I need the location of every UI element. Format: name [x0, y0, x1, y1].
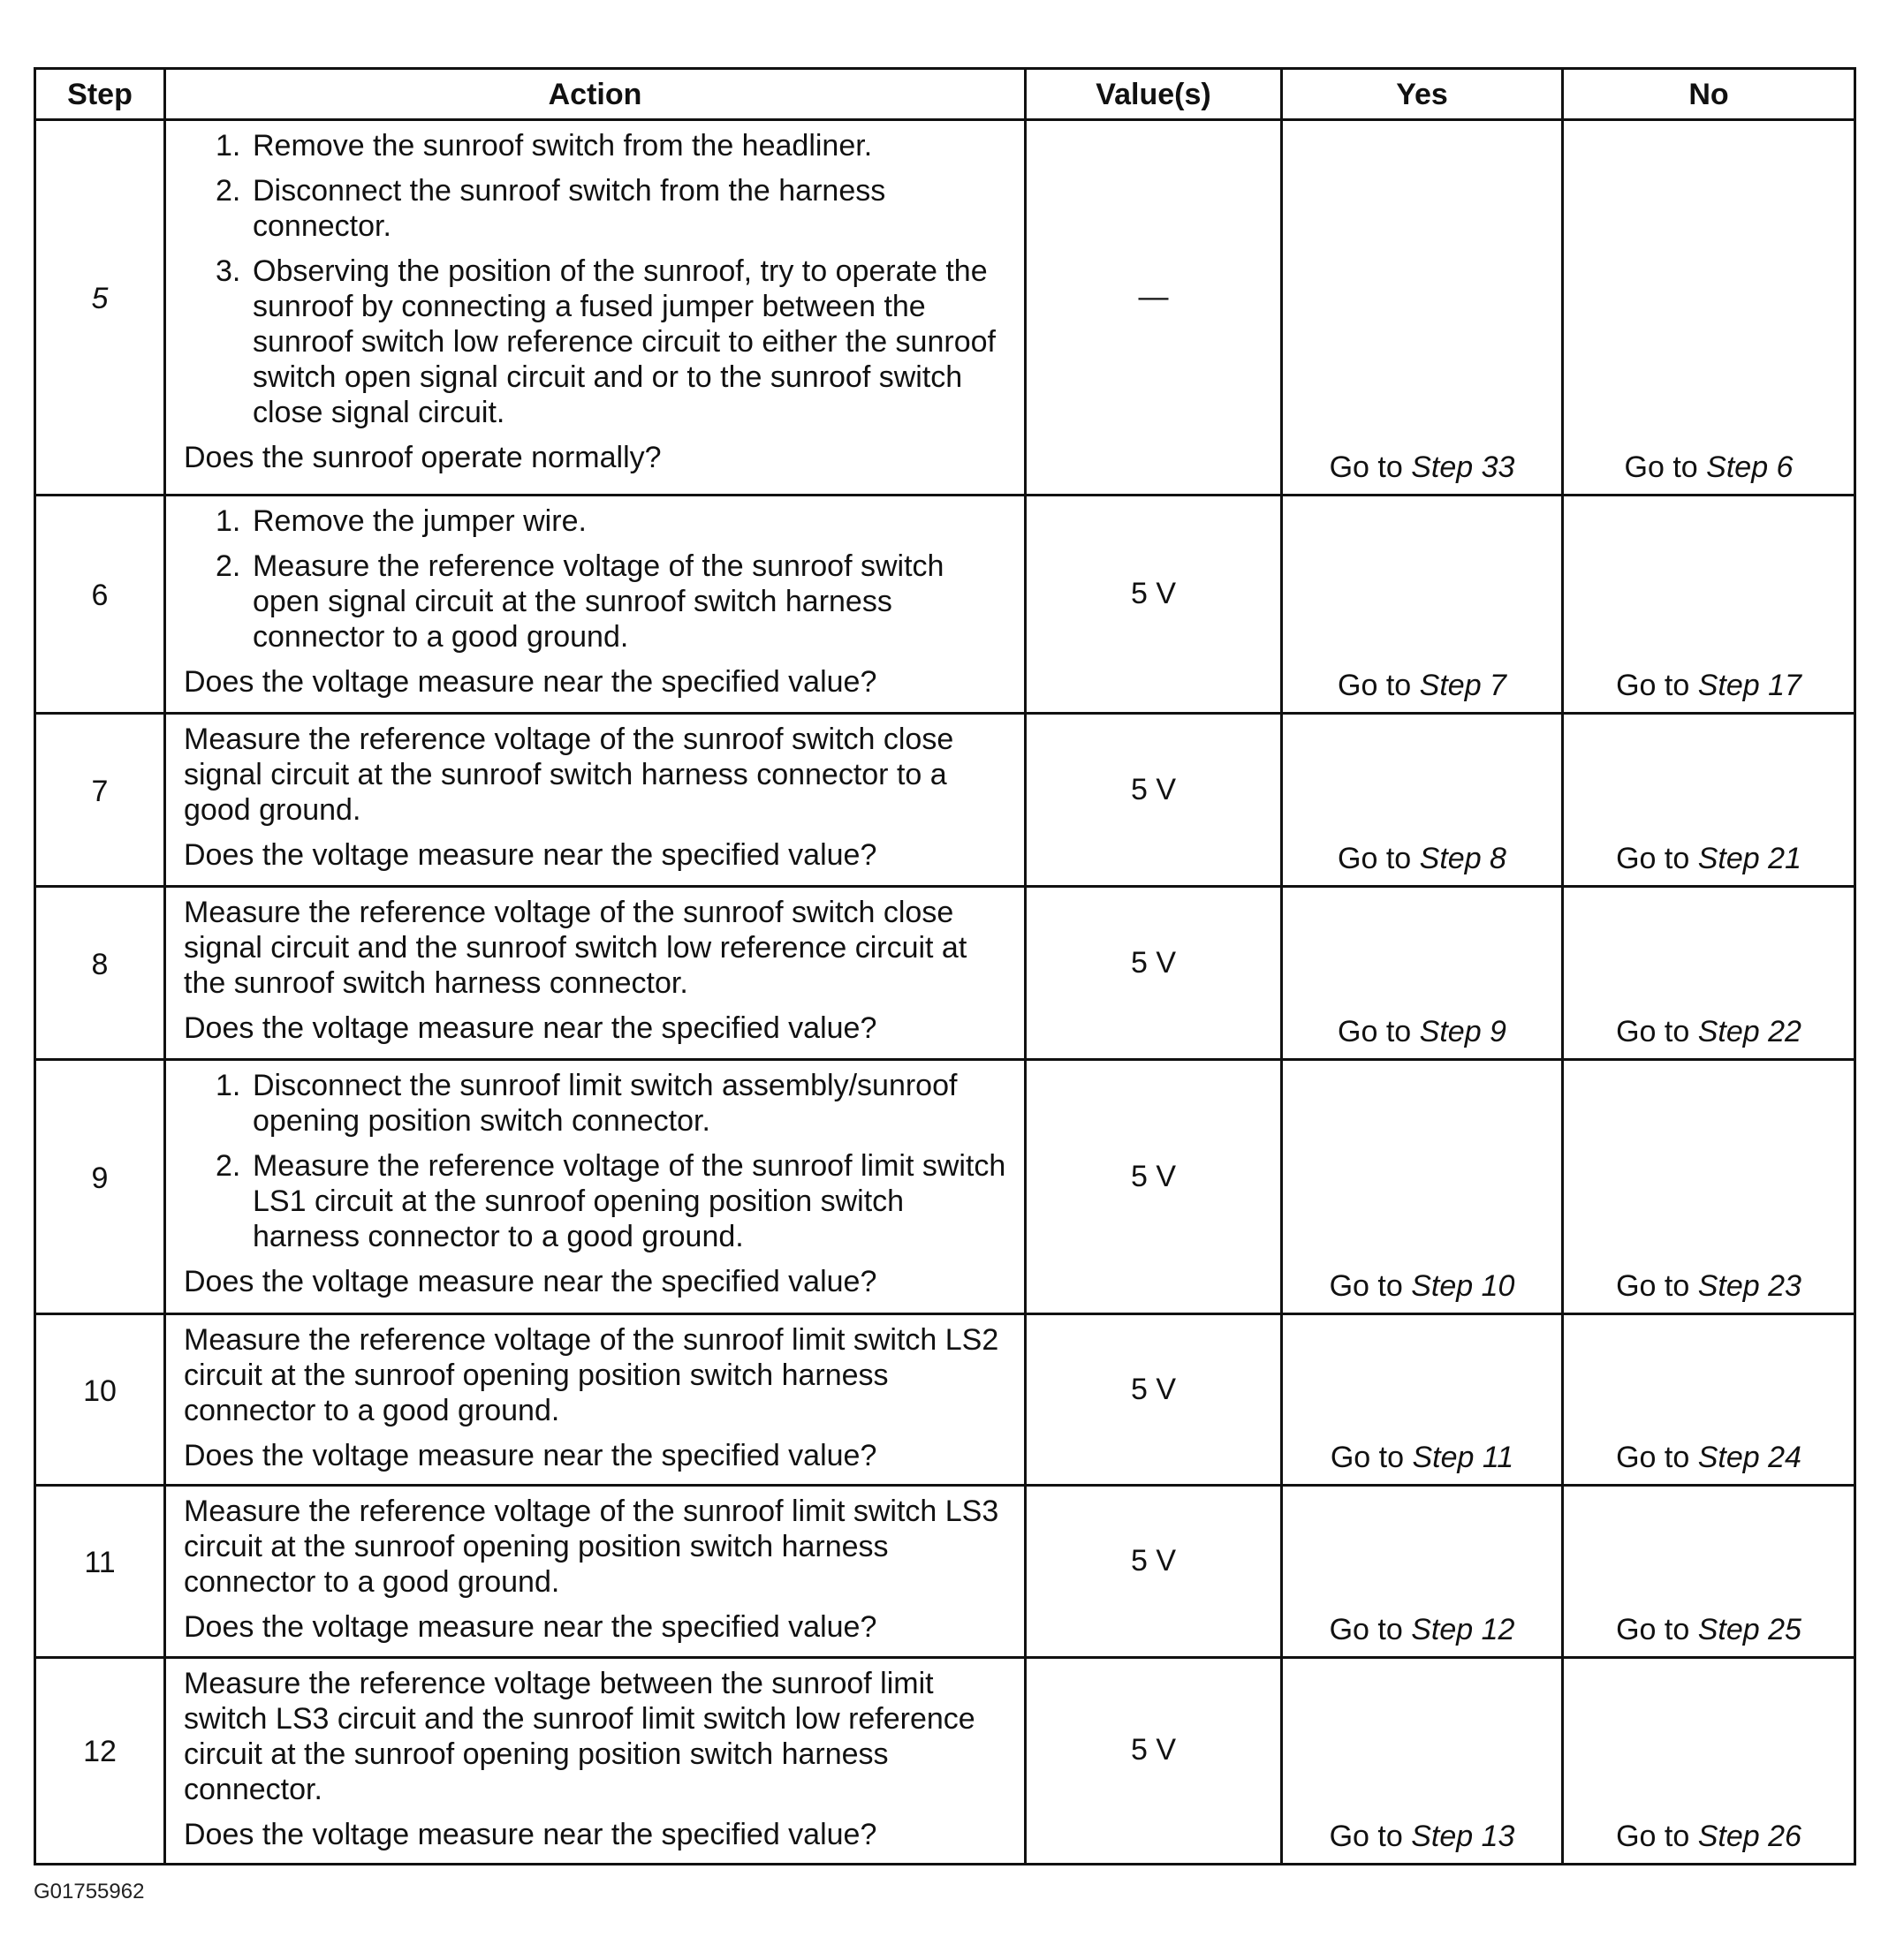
table-row [35, 1060, 1855, 1314]
action-text: Measure the reference voltage of the sunroof limit switch LS3 circuit at the sunroof opening position switch harness connector to a good ground. [184, 1495, 999, 1600]
value-cell: 5 V [1026, 1486, 1282, 1657]
action-step-number: 1. [216, 503, 241, 538]
yes-cell [1282, 714, 1563, 887]
goto-step-link: Step 9 [1419, 1015, 1506, 1049]
action-step-number: 2. [216, 174, 241, 208]
no-cell [1563, 495, 1855, 714]
value-cell: 5 V [1026, 887, 1282, 1060]
header-yes: Yes [1282, 69, 1563, 120]
table-row [35, 495, 1855, 714]
goto-step-link: Step 10 [1411, 1269, 1515, 1304]
action-question: Does the voltage measure near the specified value? [184, 838, 877, 873]
goto-prefix: Go to [1338, 842, 1412, 876]
action-step-number: 2. [216, 549, 241, 583]
action-steps [184, 1068, 1006, 1254]
yes-cell [1282, 1657, 1563, 1864]
goto-step-link: Step 23 [1697, 1269, 1801, 1304]
action-question: Does the voltage measure near the specified value? [184, 1817, 877, 1851]
goto-prefix: Go to [1616, 1441, 1690, 1475]
value-cell: 5 V [1026, 1314, 1282, 1486]
no-cell [1563, 714, 1855, 887]
action-text: Measure the reference voltage of the sunroof limit switch LS2 circuit at the sunroof opening position switch harness connector to a good ground. [184, 1323, 999, 1428]
action-step-text: Observing the position of the sunroof, try to operate the sunroof by connecting a fused jumper between the sunroof switch low reference circuit to either the sunroof switch open signal circuit and or to the sunroof switch close signal circuit. [253, 254, 996, 429]
header-step: Step [35, 69, 165, 120]
action-step [184, 1068, 1006, 1139]
table-row [35, 120, 1855, 496]
header-no: No [1563, 69, 1855, 120]
action-cell [165, 1060, 1026, 1314]
goto-prefix: Go to [1616, 1269, 1690, 1304]
action-step [184, 503, 1006, 539]
table-row [35, 1314, 1855, 1486]
action-question: Does the voltage measure near the specified value? [184, 1011, 877, 1046]
action-step-text: Disconnect the sunroof limit switch assembly/sunroof opening position switch connector. [253, 1069, 958, 1139]
action-question: Does the sunroof operate normally? [184, 441, 662, 474]
action-cell [165, 1486, 1026, 1657]
goto-prefix: Go to [1616, 1820, 1690, 1853]
no-cell [1563, 1060, 1855, 1314]
action-step-number: 1. [216, 129, 241, 163]
yes-cell [1282, 495, 1563, 714]
goto-step-link: Step 33 [1411, 450, 1515, 484]
yes-cell [1282, 887, 1563, 1060]
goto-step-link: Step 22 [1697, 1015, 1801, 1049]
action-step [184, 254, 1006, 430]
yes-cell [1282, 1486, 1563, 1657]
goto-step-link: Step 24 [1697, 1441, 1801, 1475]
value-cell: 5 V [1026, 495, 1282, 714]
action-question: Does the voltage measure near the specified value? [184, 1439, 877, 1473]
header-values: Value(s) [1026, 69, 1282, 120]
goto-prefix: Go to [1624, 450, 1698, 484]
goto-step-link: Step 13 [1411, 1820, 1515, 1853]
action-step-text: Remove the jumper wire. [253, 503, 587, 538]
goto-step-link: Step 11 [1412, 1441, 1514, 1475]
goto-prefix: Go to [1338, 669, 1412, 703]
no-cell [1563, 1486, 1855, 1657]
action-step-text: Remove the sunroof switch from the headliner. [253, 129, 873, 163]
goto-prefix: Go to [1616, 1015, 1690, 1049]
action-step-text: Measure the reference voltage of the sunroof switch open signal circuit at the sunroof switch harness connector to a good ground. [253, 549, 944, 654]
goto-step-link: Step 6 [1706, 450, 1794, 484]
action-steps [184, 503, 1006, 655]
table-header-row [35, 69, 1855, 120]
goto-prefix: Go to [1616, 1612, 1690, 1646]
goto-step-link: Step 25 [1697, 1612, 1801, 1646]
goto-prefix: Go to [1338, 1015, 1412, 1049]
goto-prefix: Go to [1329, 1612, 1403, 1646]
table-row [35, 887, 1855, 1060]
goto-step-link: Step 8 [1419, 842, 1506, 876]
action-steps [184, 128, 1006, 430]
step-number: 12 [35, 1657, 165, 1864]
table-row [35, 1486, 1855, 1657]
step-number: 9 [35, 1060, 165, 1314]
action-cell [165, 1314, 1026, 1486]
action-step-number: 1. [216, 1069, 241, 1103]
action-step [184, 173, 1006, 244]
step-number: 10 [35, 1314, 165, 1486]
value-cell: 5 V [1026, 1657, 1282, 1864]
action-step-text: Disconnect the sunroof switch from the harness connector. [253, 174, 886, 243]
action-cell [165, 120, 1026, 496]
action-step-number: 3. [216, 254, 241, 288]
action-step [184, 128, 1006, 163]
goto-step-link: Step 12 [1411, 1612, 1515, 1646]
diagnostic-table [34, 67, 1856, 1865]
value-cell: 5 V [1026, 714, 1282, 887]
action-text: Measure the reference voltage between the sunroof limit switch LS3 circuit and the sunroof limit switch low reference circuit at the sunroof opening position switch harness connector. [184, 1666, 975, 1806]
no-cell [1563, 887, 1855, 1060]
goto-prefix: Go to [1329, 450, 1403, 484]
action-cell [165, 1657, 1026, 1864]
action-step [184, 549, 1006, 655]
action-question: Does the voltage measure near the specified value? [184, 664, 877, 699]
yes-cell [1282, 1060, 1563, 1314]
yes-cell [1282, 1314, 1563, 1486]
step-number: 5 [35, 120, 165, 496]
action-step-number: 2. [216, 1149, 241, 1184]
no-cell [1563, 1314, 1855, 1486]
step-number: 8 [35, 887, 165, 1060]
step-number: 6 [35, 495, 165, 714]
table-row [35, 1657, 1855, 1864]
header-action: Action [165, 69, 1026, 120]
action-step [184, 1148, 1006, 1254]
goto-step-link: Step 17 [1697, 669, 1801, 703]
action-question: Does the voltage measure near the specified value? [184, 1265, 877, 1299]
yes-cell [1282, 120, 1563, 496]
no-cell [1563, 1657, 1855, 1864]
action-cell [165, 887, 1026, 1060]
document-id: G01755962 [34, 1880, 145, 1903]
value-cell: — [1026, 120, 1282, 496]
goto-step-link: Step 26 [1697, 1820, 1801, 1853]
action-step-text: Measure the reference voltage of the sunroof limit switch LS1 circuit at the sunroof opening position switch harness connector to a good ground. [253, 1149, 1006, 1254]
value-cell: 5 V [1026, 1060, 1282, 1314]
table-row [35, 714, 1855, 887]
step-number: 7 [35, 714, 165, 887]
goto-prefix: Go to [1329, 1820, 1403, 1853]
no-cell [1563, 120, 1855, 496]
goto-prefix: Go to [1616, 842, 1690, 876]
action-text: Measure the reference voltage of the sunroof switch close signal circuit and the sunroof switch low reference circuit at the sunroof switch harness connector. [184, 896, 967, 1001]
step-number: 11 [35, 1486, 165, 1657]
action-question: Does the voltage measure near the specified value? [184, 1610, 877, 1645]
goto-step-link: Step 21 [1697, 842, 1801, 876]
goto-prefix: Go to [1330, 1441, 1405, 1475]
action-cell [165, 714, 1026, 887]
goto-prefix: Go to [1329, 1269, 1403, 1304]
action-cell [165, 495, 1026, 714]
goto-step-link: Step 7 [1419, 669, 1506, 703]
goto-prefix: Go to [1616, 669, 1690, 703]
action-text: Measure the reference voltage of the sunroof switch close signal circuit at the sunroof switch harness connector to a good ground. [184, 723, 954, 828]
